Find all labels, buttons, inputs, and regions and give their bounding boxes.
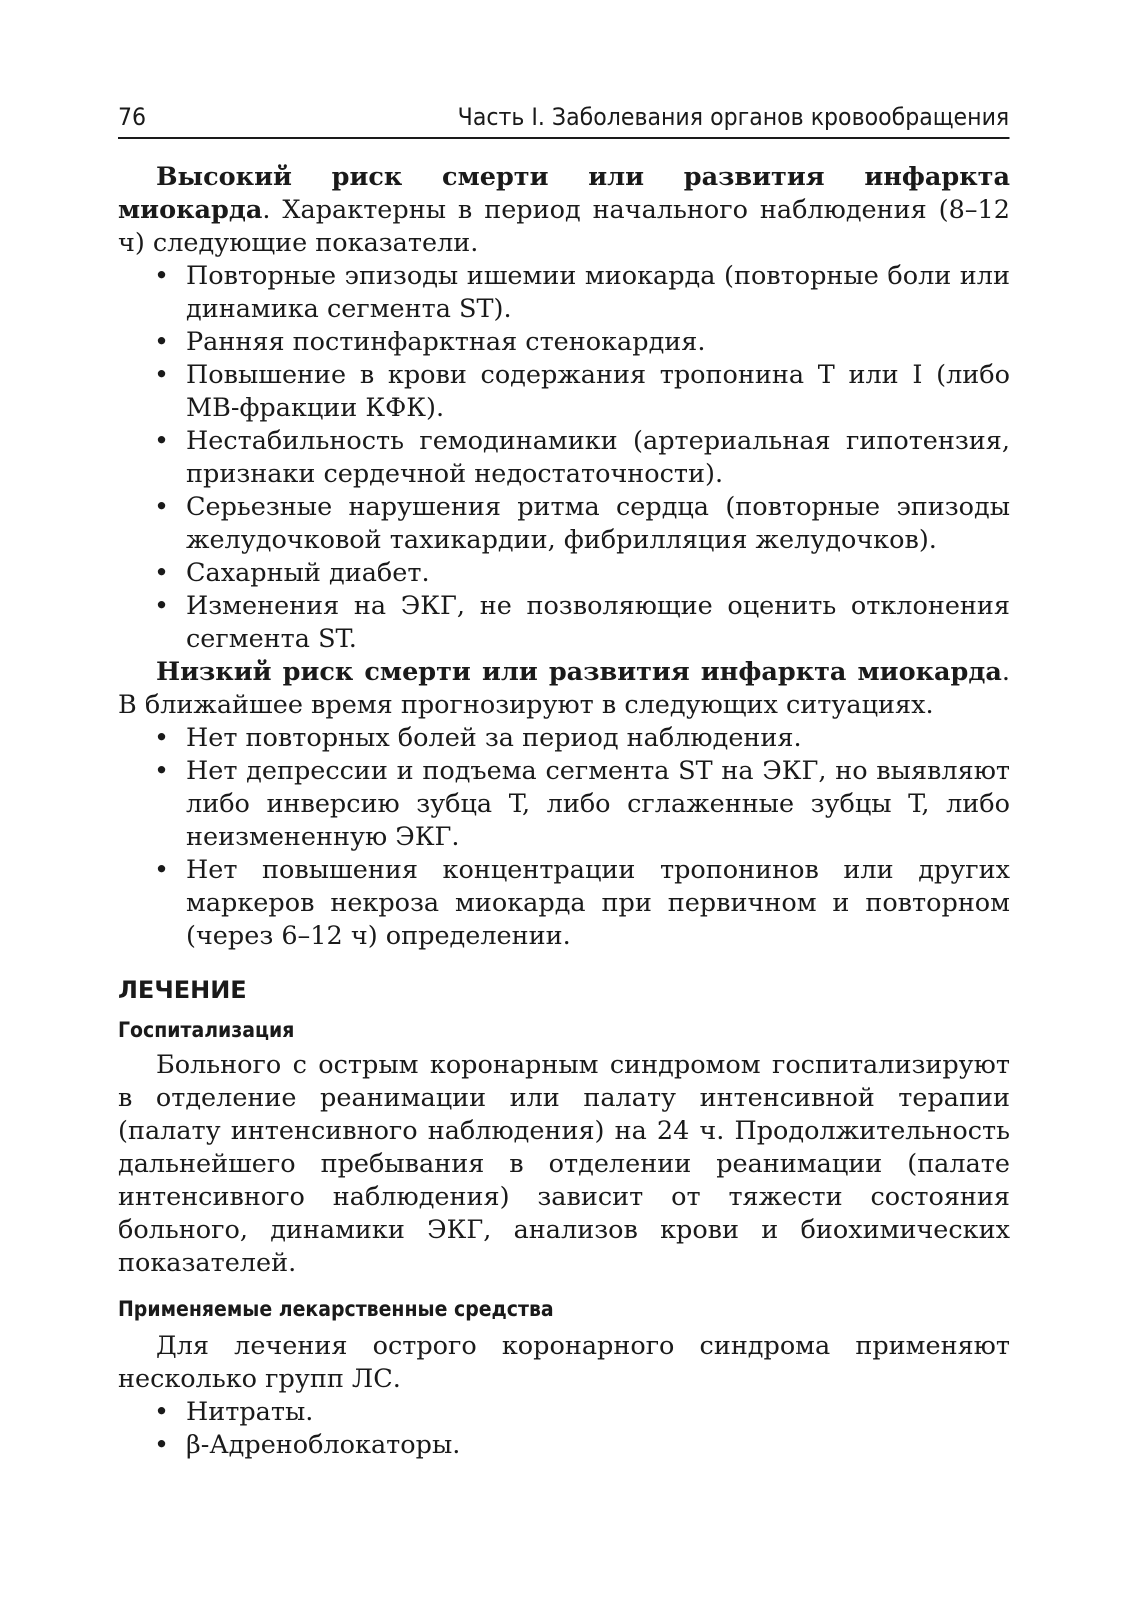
list-item-text: β-Адреноблокаторы. [186, 1430, 461, 1460]
list-item-text: Повышение в крови содержания тропонина Т или I (либо МВ-фракции КФК). [186, 360, 1010, 423]
bullet-icon: • [154, 1397, 170, 1427]
list-item-text: Нет депрессии и подъема сегмента ST на ЭКГ, но выявляют либо инверсию зубца T, либо сглаженные зубцы T, либо неизмененную ЭКГ. [186, 756, 1010, 852]
list-item-text: Сахарный диабет. [186, 558, 430, 588]
bullet-icon: • [154, 855, 170, 885]
low-risk-lead: Низкий риск смерти или развития инфаркта миокарда [156, 657, 1002, 687]
list-item-text: Нет повышения концентрации тропонинов или других маркеров некроза миокарда при первичном и повторном (через 6–12 ч) определении. [186, 855, 1010, 951]
bullet-icon: • [154, 1430, 170, 1460]
page-body [118, 161, 1010, 1462]
bullet-icon: • [154, 492, 170, 522]
list-item [118, 557, 1010, 590]
bullet-icon: • [154, 360, 170, 390]
drugs-list [118, 1396, 1010, 1462]
list-item [118, 1429, 1010, 1462]
list-item [118, 359, 1010, 425]
high-risk-paragraph [118, 161, 1010, 260]
bullet-icon: • [154, 558, 170, 588]
list-item [118, 590, 1010, 656]
bullet-icon: • [154, 426, 170, 456]
treatment-heading: ЛЕЧЕНИЕ [118, 976, 247, 1004]
high-risk-list [118, 260, 1010, 656]
bullet-icon: • [154, 261, 170, 291]
list-item-text: Нет повторных болей за период наблюдения. [186, 723, 802, 753]
list-item-text: Нестабильность гемодинамики (артериальная гипотензия, признаки сердечной недостаточности). [186, 426, 1010, 489]
page-number: 76 [118, 103, 147, 131]
bullet-icon: • [154, 327, 170, 357]
hospitalization-heading: Госпитализация [118, 1018, 295, 1042]
list-item-text: Серьезные нарушения ритма сердца (повторные эпизоды желудочковой тахикардии, фибрилляция желудочков). [186, 492, 1010, 555]
high-risk-lead: Высокий риск смерти или развития инфаркта миокарда [118, 162, 1010, 225]
drugs-text: Для лечения острого коронарного синдрома применяют несколько групп ЛС. [118, 1331, 1010, 1394]
bullet-icon: • [154, 591, 170, 621]
list-item-text: Ранняя постинфарктная стенокардия. [186, 327, 706, 357]
bullet-icon: • [154, 723, 170, 753]
drugs-heading: Применяемые лекарственные средства [118, 1297, 554, 1321]
list-item-text: Изменения на ЭКГ, не позволяющие оценить отклонения сегмента ST. [186, 591, 1010, 654]
list-item-text: Повторные эпизоды ишемии миокарда (повторные боли или динамика сегмента ST). [186, 261, 1010, 324]
list-item-text: Нитраты. [186, 1397, 314, 1427]
running-title: Часть I. Заболевания органов кровообращения [457, 103, 1010, 131]
list-item [118, 425, 1010, 491]
hospitalization-text: Больного с острым коронарным синдромом госпитализируют в отделение реанимации или палату интенсивной терапии (палату интенсивного наблюдения) на 24 ч. Продолжительность дальнейшего пребывания в отделении реанимации (палате интенсивного наблюдения) зависит от тяжести состояния больного, динамики ЭКГ, анализов крови и биохимических показателей. [118, 1050, 1010, 1278]
list-item [118, 722, 1010, 755]
list-item [118, 260, 1010, 326]
list-item [118, 854, 1010, 953]
list-item [118, 755, 1010, 854]
low-risk-text: . В ближайшее время прогнозируют в следующих ситуациях. [118, 657, 1010, 720]
list-item [118, 326, 1010, 359]
low-risk-list [118, 722, 1010, 953]
list-item [118, 1396, 1010, 1429]
book-page [118, 102, 1010, 1462]
low-risk-paragraph [118, 656, 1010, 722]
high-risk-text: . Характерны в период начального наблюдения (8–12 ч) следующие показатели. [118, 195, 1010, 258]
running-header [118, 102, 1009, 139]
list-item [118, 491, 1010, 557]
bullet-icon: • [154, 756, 170, 786]
